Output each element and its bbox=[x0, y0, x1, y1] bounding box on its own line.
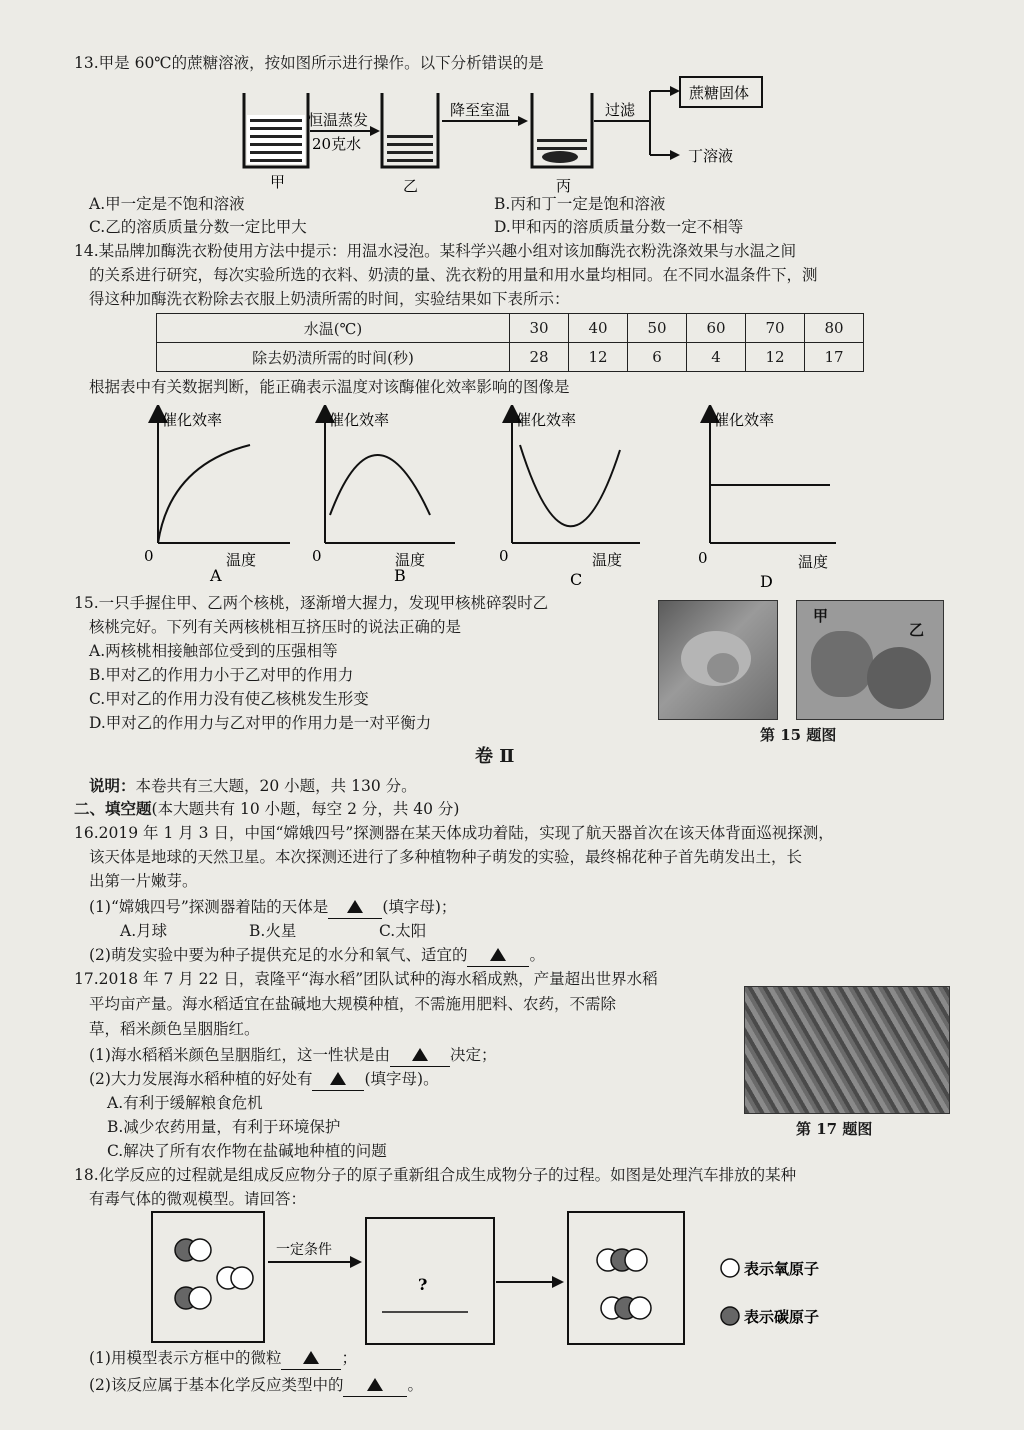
letter-b: B bbox=[394, 566, 406, 585]
label-jia: 甲 bbox=[270, 173, 286, 191]
q16-line1: 16.2019 年 1 月 3 日，中国“嫦娥四号”探测器在某天体成功着陆，实现了航天器首次在该天体背面巡视探测， bbox=[74, 824, 834, 842]
ylabel-a: 催化效率 bbox=[162, 411, 223, 429]
xlabel-c: 温度 bbox=[592, 551, 623, 569]
out-solution: 丁溶液 bbox=[688, 147, 734, 165]
label-bing: 丙 bbox=[556, 177, 572, 195]
triangle-icon bbox=[490, 948, 506, 961]
section-note: (本大题共有 10 小题，每空 2 分，共 40 分) bbox=[151, 800, 460, 818]
q16-sub1 bbox=[89, 896, 456, 919]
q16-sub1-hint: (填字母)； bbox=[382, 898, 457, 916]
beaker-jia bbox=[244, 93, 308, 167]
ylabel-d: 催化效率 bbox=[714, 411, 775, 429]
unknown-mark: ? bbox=[418, 1275, 428, 1294]
q16-opt-b: B.火星 bbox=[249, 922, 297, 940]
q16-line3: 出第一片嫩芽。 bbox=[89, 872, 198, 890]
q18-sub1 bbox=[89, 1347, 357, 1370]
triangle-icon bbox=[412, 1048, 428, 1061]
beaker-bing bbox=[532, 93, 592, 167]
label-yi: 乙 bbox=[403, 177, 419, 195]
q17-opt-a: A.有利于缓解粮食危机 bbox=[107, 1094, 263, 1112]
q18-sub2-text: (2)该反应属于基本化学反应类型中的 bbox=[89, 1376, 344, 1394]
table-cell: 17 bbox=[805, 343, 864, 372]
q15-option-b: B.甲对乙的作用力小于乙对甲的作用力 bbox=[89, 666, 354, 684]
table-cell: 80 bbox=[805, 314, 864, 343]
table-cell: 28 bbox=[510, 343, 569, 372]
origin-a: 0 bbox=[144, 547, 154, 565]
volume-note-bold: 说明： bbox=[89, 776, 136, 795]
graph-a bbox=[144, 411, 290, 585]
q15-option-c: C.甲对乙的作用力没有使乙核桃发生形变 bbox=[89, 690, 369, 708]
q14-line3: 得这种加酶洗衣粉除去衣服上奶渍所需的时间，实验结果如下表所示： bbox=[89, 290, 570, 308]
q17-line3: 草，稻米颜色呈胭脂红。 bbox=[89, 1020, 260, 1038]
volume-note: 本卷共有三大题，20 小题，共 130 分。 bbox=[135, 777, 417, 795]
q13-stem: 13.甲是 60℃的蔗糖溶液，按如图所示进行操作。以下分析错误的是 bbox=[74, 54, 544, 72]
answer-blank[interactable] bbox=[390, 1044, 450, 1067]
q16-line2: 该天体是地球的天然卫星。本次探测还进行了多种植物种子萌发的实验，最终棉花种子首先萌发出土，长 bbox=[89, 848, 803, 866]
beaker-yi bbox=[382, 93, 438, 167]
q18-sub2 bbox=[89, 1374, 423, 1397]
answer-blank[interactable] bbox=[328, 896, 382, 919]
table-cell: 70 bbox=[746, 314, 805, 343]
legend-carbon: 表示碳原子 bbox=[744, 1308, 820, 1326]
answer-blank[interactable] bbox=[281, 1347, 341, 1370]
q13-option-b: B.丙和丁一定是饱和溶液 bbox=[494, 195, 666, 213]
q16-sub2 bbox=[89, 944, 545, 967]
sea-rice-photo bbox=[744, 986, 950, 1114]
q18-sub1-end: ； bbox=[341, 1349, 357, 1367]
q14-line1: 14.某品牌加酶洗衣粉使用方法中提示：用温水浸泡。某科学兴趣小组对该加酶洗衣粉洗涤效果与水温之间 bbox=[74, 242, 797, 260]
table-row bbox=[157, 314, 864, 343]
q16-sub1-text: (1)“嫦娥四号”探测器着陆的天体是 bbox=[89, 898, 329, 916]
q13-option-c: C.乙的溶质质量分数一定比甲大 bbox=[89, 218, 307, 236]
q15-option-a: A.两核桃相接触部位受到的压强相等 bbox=[89, 642, 338, 660]
q16-opt-c: C.太阳 bbox=[379, 922, 427, 940]
table-cell: 50 bbox=[628, 314, 687, 343]
q17-line2: 平均亩产量。海水稻适宜在盐碱地大规模种植，不需施用肥料、农药，不需除 bbox=[89, 995, 617, 1013]
xlabel-b: 温度 bbox=[395, 551, 426, 569]
q17-sub1 bbox=[89, 1044, 496, 1067]
q17-sub2 bbox=[89, 1068, 439, 1091]
triangle-icon bbox=[303, 1351, 319, 1364]
out-solid: 蔗糖固体 bbox=[689, 84, 750, 102]
q17-sub2-hint: (填字母)。 bbox=[364, 1070, 439, 1088]
ylabel-c: 催化效率 bbox=[516, 411, 577, 429]
table-cell: 6 bbox=[628, 343, 687, 372]
q13-option-d: D.甲和丙的溶质质量分数一定不相等 bbox=[494, 218, 744, 236]
table-cell: 12 bbox=[569, 343, 628, 372]
step3-label: 过滤 bbox=[605, 101, 636, 119]
graph-c bbox=[512, 411, 640, 589]
origin-d: 0 bbox=[698, 549, 708, 567]
xlabel-d: 温度 bbox=[798, 553, 829, 571]
q15-option-d: D.甲对乙的作用力与乙对甲的作用力是一对平衡力 bbox=[89, 714, 432, 732]
triangle-icon bbox=[347, 900, 363, 913]
volume-title: 卷 Ⅱ bbox=[475, 746, 515, 767]
reaction-condition: 一定条件 bbox=[276, 1242, 332, 1258]
q16-sub2-end: 。 bbox=[529, 946, 545, 964]
ylabel-b: 催化效率 bbox=[329, 411, 390, 429]
letter-c: C bbox=[570, 570, 583, 589]
triangle-icon bbox=[367, 1378, 383, 1391]
table-cell: 4 bbox=[687, 343, 746, 372]
temperature-table bbox=[156, 313, 864, 372]
q15-caption: 第 15 题图 bbox=[760, 726, 837, 744]
origin-c: 0 bbox=[499, 547, 509, 565]
q17-line1: 17.2018 年 7 月 22 日，袁隆平“海水稻”团队试种的海水稻成熟，产量超出世界水稻 bbox=[74, 970, 658, 988]
table-row bbox=[157, 343, 864, 372]
q15-line2: 核桃完好。下列有关两核桃相互挤压时的说法正确的是 bbox=[89, 618, 462, 636]
table-cell: 12 bbox=[746, 343, 805, 372]
step1-bottom: 20克水 bbox=[312, 135, 362, 153]
hand-walnut-photo bbox=[658, 600, 778, 720]
graph-b bbox=[325, 411, 455, 585]
q18-line2: 有毒气体的微观模型。请回答： bbox=[89, 1190, 307, 1208]
letter-d: D bbox=[760, 572, 773, 591]
q16-sub2-text: (2)萌发实验中要为种子提供充足的水分和氧气、适宜的 bbox=[89, 946, 468, 964]
q17-opt-b: B.减少农药用量，有利于环境保护 bbox=[107, 1118, 341, 1136]
graph-d bbox=[698, 411, 836, 591]
section-title: 二、填空题 bbox=[74, 799, 152, 818]
q17-opt-c: C.解决了所有农作物在盐碱地种植的问题 bbox=[107, 1142, 387, 1160]
xlabel-a: 温度 bbox=[226, 551, 257, 569]
walnuts-photo bbox=[796, 600, 944, 720]
oxygen-atom-icon bbox=[721, 1259, 739, 1277]
q17-sub1-text: (1)海水稻稻米颜色呈胭脂红，这一性状是由 bbox=[89, 1046, 390, 1064]
q14-question: 根据表中有关数据判断，能正确表示温度对该酶催化效率影响的图像是 bbox=[89, 378, 570, 396]
photo-label-jia: 甲 bbox=[813, 607, 829, 625]
photo-label-yi: 乙 bbox=[909, 621, 925, 639]
answer-blank[interactable] bbox=[467, 944, 529, 967]
carbon-atom-icon bbox=[721, 1307, 739, 1325]
answer-blank[interactable] bbox=[343, 1374, 407, 1397]
volume-note-line bbox=[89, 775, 417, 797]
step1-top: 恒温蒸发 bbox=[308, 111, 369, 129]
q18-line1: 18.化学反应的过程就是组成反应物分子的原子重新组合成生成物分子的过程。如图是处理汽车排放的某种 bbox=[74, 1166, 797, 1184]
q17-sub1-end: 决定； bbox=[449, 1046, 497, 1064]
q18-sub2-end: 。 bbox=[407, 1376, 423, 1394]
row-label-temp: 水温(℃) bbox=[157, 314, 510, 343]
section-heading-line bbox=[74, 798, 459, 820]
table-cell: 40 bbox=[569, 314, 628, 343]
table-cell: 30 bbox=[510, 314, 569, 343]
triangle-icon bbox=[330, 1072, 346, 1085]
q17-sub2-text: (2)大力发展海水稻种植的好处有 bbox=[89, 1070, 313, 1088]
q13-diagram bbox=[230, 75, 790, 195]
legend-oxygen: 表示氧原子 bbox=[744, 1260, 820, 1278]
letter-a: A bbox=[210, 566, 222, 585]
q18-sub1-text: (1)用模型表示方框中的微粒 bbox=[89, 1349, 282, 1367]
q14-graphs bbox=[130, 405, 870, 595]
origin-b: 0 bbox=[312, 547, 322, 565]
q17-caption: 第 17 题图 bbox=[796, 1120, 873, 1138]
q13-option-a: A.甲一定是不饱和溶液 bbox=[89, 195, 245, 213]
q15-line1: 15.一只手握住甲、乙两个核桃，逐渐增大握力，发现甲核桃碎裂时乙 bbox=[74, 594, 549, 612]
q16-opt-a: A.月球 bbox=[120, 922, 168, 940]
table-cell: 60 bbox=[687, 314, 746, 343]
step2-label: 降至室温 bbox=[450, 101, 511, 119]
q18-model-diagram bbox=[150, 1210, 870, 1350]
q14-line2: 的关系进行研究，每次实验所选的衣料、奶渍的量、洗衣粉的用量和用水量均相同。在不同水温条件下，测 bbox=[89, 266, 818, 284]
answer-blank[interactable] bbox=[312, 1068, 364, 1091]
row-label-time: 除去奶渍所需的时间(秒) bbox=[157, 343, 510, 372]
